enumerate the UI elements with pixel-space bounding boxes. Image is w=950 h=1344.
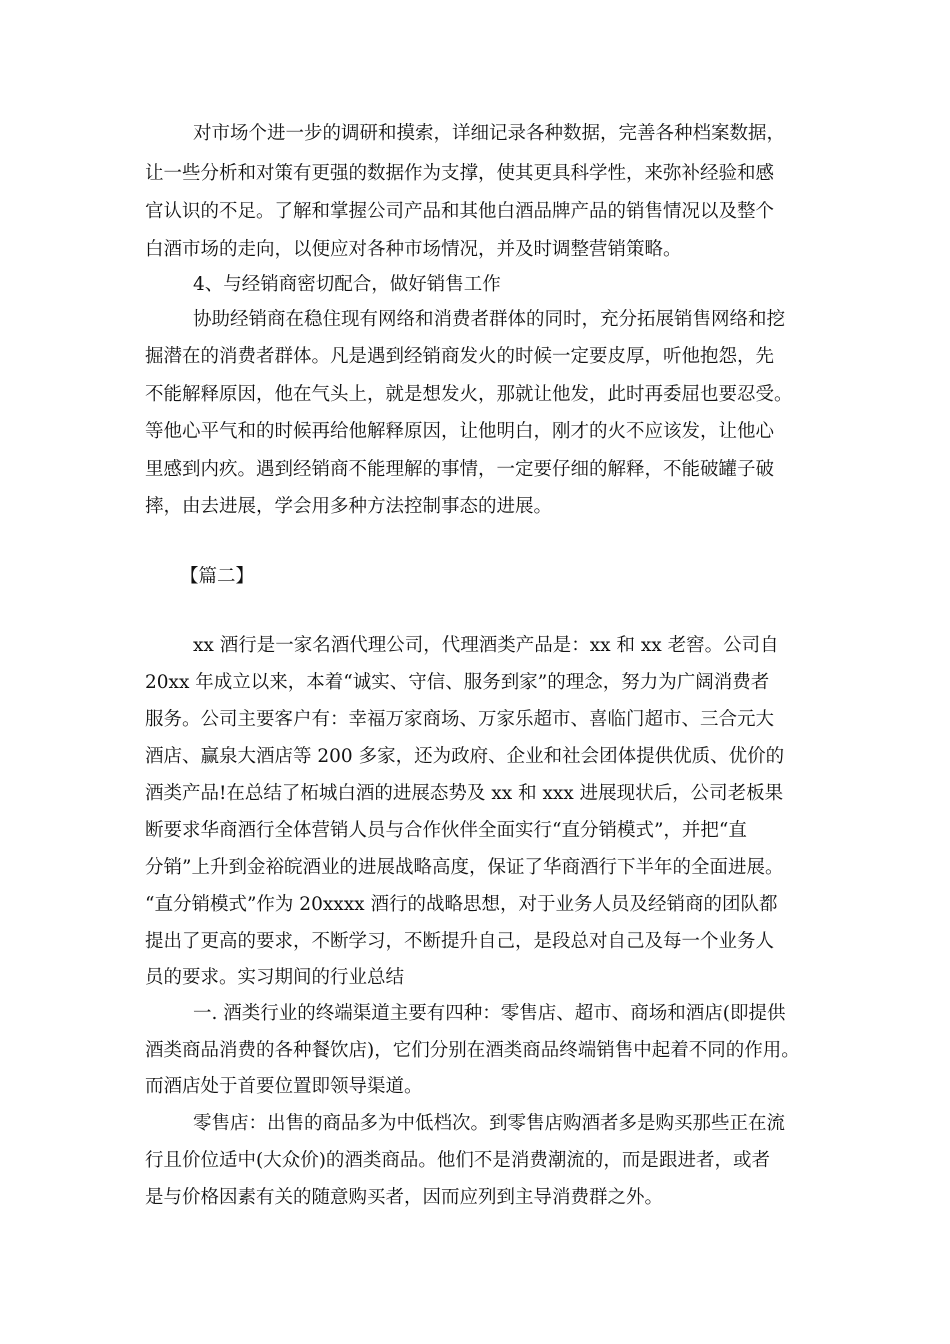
text-line: 分销”上升到金裕皖酒业的进展战略高度，保证了华商酒行下半年的全面进展。 bbox=[145, 857, 784, 878]
text-line: 让一些分析和对策有更强的数据作为支撑，使其更具科学性，来弥补经验和感 bbox=[145, 163, 775, 184]
text-line: 行且价位适中(大众价)的酒类商品。他们不是消费潮流的，而是跟进者，或者 bbox=[145, 1150, 770, 1171]
text-line: xx 酒行是一家名酒代理公司，代理酒类产品是：xx 和 xx 老窖。公司自 bbox=[193, 635, 779, 656]
text-line: 20xx 年成立以来，本着“诚实、守信、服务到家”的理念，努力为广阔消费者 bbox=[145, 672, 770, 693]
text-line: 一. 酒类行业的终端渠道主要有四种：零售店、超市、商场和酒店(即提供 bbox=[193, 1003, 786, 1024]
text-line: 对市场个进一步的调研和摸索，详细记录各种数据，完善各种档案数据， bbox=[193, 123, 786, 144]
text-line: 酒店、赢泉大酒店等 200 多家，还为政府、企业和社会团体提供优质、优价的 bbox=[145, 746, 785, 767]
text-line: 断要求华商酒行全体营销人员与合作伙伴全面实行“直分销模式”，并把“直 bbox=[145, 820, 747, 841]
text-line: 员的要求。实习期间的行业总结 bbox=[145, 967, 405, 988]
text-line: 提出了更高的要求，不断学习，不断提升自己，是段总对自己及每一个业务人 bbox=[145, 931, 775, 952]
text-line: 掘潜在的消费者群体。凡是遇到经销商发火的时候一定要皮厚，听他抱怨，先 bbox=[145, 346, 775, 367]
text-line: 服务。公司主要客户有：幸福万家商场、万家乐超市、喜临门超市、三合元大 bbox=[145, 709, 775, 730]
text-line: 官认识的不足。了解和掌握公司产品和其他白酒品牌产品的销售情况以及整个 bbox=[145, 201, 775, 222]
text-line: 酒类产品!在总结了柘城白酒的进展态势及 xx 和 xxx 进展现状后，公司老板果 bbox=[145, 783, 784, 804]
text-line: 协助经销商在稳住现有网络和消费者群体的同时，充分拓展销售网络和挖 bbox=[193, 309, 786, 330]
section-heading: 4、与经销商密切配合，做好销售工作 bbox=[193, 274, 501, 295]
text-line: 是与价格因素有关的随意购买者，因而应列到主导消费群之外。 bbox=[145, 1187, 664, 1208]
text-line: 零售店：出售的商品多为中低档次。到零售店购酒者多是购买那些正在流 bbox=[193, 1113, 786, 1134]
text-line: 白酒市场的走向，以便应对各种市场情况，并及时调整营销策略。 bbox=[145, 239, 682, 260]
text-line: “直分销模式”作为 20xxxx 酒行的战略思想，对于业务人员及经销商的团队都 bbox=[145, 894, 778, 915]
text-line: 不能解释原因，他在气头上，就是想发火，那就让他发，此时再委屈也要忍受。 bbox=[145, 384, 793, 405]
text-line: 摔，由去进展，学会用多种方法控制事态的进展。 bbox=[145, 496, 553, 517]
text-line: 等他心平气和的时候再给他解释原因，让他明白，刚才的火不应该发，让他心 bbox=[145, 421, 775, 442]
text-line: 而酒店处于首要位置即领导渠道。 bbox=[145, 1076, 423, 1097]
chapter-title: 【篇二】 bbox=[180, 566, 255, 587]
text-line: 酒类商品消费的各种餐饮店)，它们分别在酒类商品终端销售中起着不同的作用。 bbox=[145, 1040, 800, 1061]
text-line: 里感到内疚。遇到经销商不能理解的事情，一定要仔细的解释，不能破罐子破 bbox=[145, 459, 775, 480]
